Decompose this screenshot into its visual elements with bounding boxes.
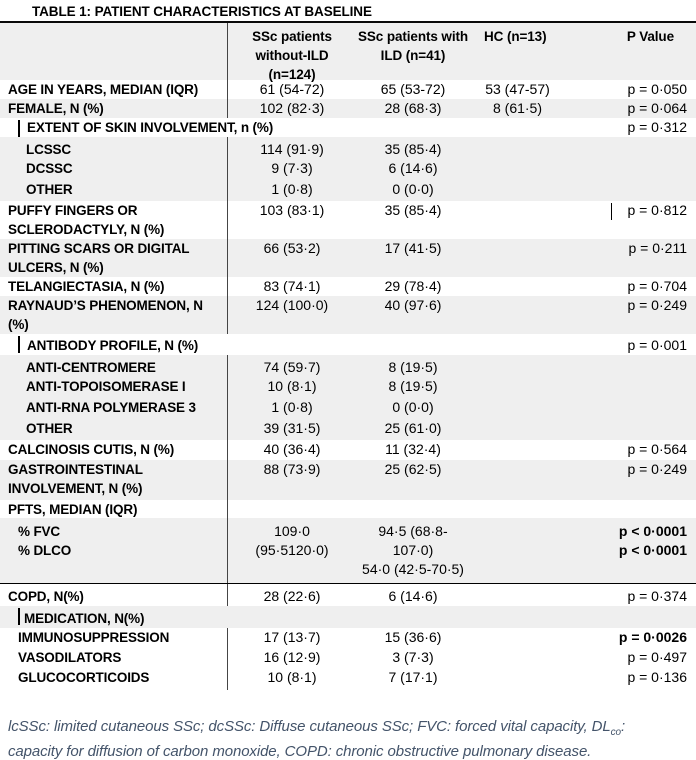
value-ssc-without-ild	[228, 80, 356, 99]
value-hc	[470, 140, 565, 159]
p-value	[565, 440, 696, 460]
row-label	[0, 159, 228, 180]
table-row-other-skin	[0, 180, 696, 201]
table-footnote	[0, 718, 696, 760]
subsection-left-border	[18, 120, 20, 137]
p-value	[565, 180, 696, 201]
row-label-line: COPD, N(%)	[8, 589, 84, 604]
p-value-line: p = 0·001	[627, 337, 687, 353]
value-ssc-with-ild	[356, 398, 470, 419]
row-label-line: FEMALE, N (%)	[8, 101, 104, 116]
value-ssc-without-ild-line: 66 (53·2)	[263, 240, 321, 256]
value-ssc-without-ild-line: 61 (54-72)	[259, 81, 325, 97]
table-row-calcinosis-cutis	[0, 440, 696, 460]
p-value-line: p = 0·497	[627, 649, 687, 665]
subsection-left-border	[18, 336, 20, 353]
value-ssc-without-ild-line: 9 (7·3)	[271, 160, 313, 176]
row-label	[0, 140, 228, 159]
table-header-row	[0, 23, 696, 80]
subsection-left-border	[18, 608, 20, 625]
table-row-pft-values	[0, 518, 696, 583]
p-value-line: p = 0·136	[627, 669, 687, 685]
value-ssc-with-ild	[356, 628, 470, 648]
header-line: without-ILD	[255, 48, 329, 63]
table-row-anti-topoisomerase	[0, 377, 696, 398]
table-row-raynauds-phenomenon	[0, 296, 696, 334]
header-col-ssc-without-ild	[228, 27, 356, 84]
column-divider	[227, 355, 228, 377]
header-line: SSc patients with	[357, 29, 469, 44]
footnote-line-2: capacity for diffusion of carbon monoxide, COPD: chronic obstructive pulmonary disease.	[8, 742, 592, 760]
column-divider	[227, 668, 228, 690]
p-value	[565, 140, 696, 159]
row-label	[0, 296, 228, 334]
value-ssc-with-ild-line: 35 (85·4)	[384, 141, 442, 157]
value-hc	[470, 587, 565, 606]
value-hc	[470, 99, 565, 118]
column-divider	[227, 460, 228, 500]
row-label-line: % DLCO	[18, 543, 72, 558]
p-value-line: p = 0·812	[627, 202, 687, 218]
value-hc	[470, 668, 565, 690]
header-col-ssc-with-ild	[356, 27, 470, 84]
row-label	[0, 648, 228, 668]
p-value	[565, 358, 696, 377]
value-ssc-with-ild	[356, 358, 470, 377]
value-ssc-with-ild-line: 28 (68·3)	[384, 100, 442, 116]
table-body	[0, 80, 696, 690]
row-label	[0, 118, 565, 137]
p-value	[565, 159, 696, 180]
value-hc	[470, 239, 565, 277]
value-hc	[470, 460, 565, 500]
value-ssc-without-ild	[228, 180, 356, 201]
p-value	[565, 587, 696, 606]
value-ssc-with-ild-line: 25 (62·5)	[384, 461, 442, 477]
row-label	[0, 668, 228, 690]
row-label-line: (%)	[8, 317, 29, 332]
value-hc-line: 53 (47-57)	[485, 81, 550, 97]
value-ssc-with-ild	[356, 460, 470, 500]
value-ssc-with-ild-line: 25 (61·0)	[384, 420, 442, 436]
value-ssc-without-ild-line: (95·5120·0)	[255, 542, 329, 558]
value-ssc-with-ild	[356, 277, 470, 296]
p-value-line: p = 0·249	[627, 461, 687, 477]
row-label-line: ULCERS, N (%)	[8, 260, 104, 275]
row-label	[0, 522, 228, 583]
column-divider	[227, 159, 228, 180]
p-value	[565, 398, 696, 419]
column-divider	[227, 99, 228, 118]
value-ssc-without-ild-line: 1 (0·8)	[271, 399, 313, 415]
value-ssc-with-ild	[356, 239, 470, 277]
row-label-line: IMMUNOSUPPRESSION	[18, 630, 170, 645]
row-label-line: PFTS, MEDIAN (IQR)	[8, 502, 138, 517]
column-divider	[227, 23, 228, 80]
value-ssc-with-ild-line: 6 (14·6)	[388, 160, 438, 176]
row-label-line: MEDICATION, N(%)	[24, 611, 145, 626]
row-label-line: SCLERODACTYLY, N (%)	[8, 222, 165, 237]
value-ssc-without-ild	[228, 460, 356, 500]
value-ssc-without-ild	[228, 358, 356, 377]
table-row-other-antibody	[0, 419, 696, 440]
table-row-dcssc	[0, 159, 696, 180]
value-ssc-with-ild-line: 54·0 (42·5-70·5)	[362, 561, 464, 577]
value-ssc-with-ild	[356, 201, 470, 239]
p-value	[565, 500, 696, 519]
row-label	[0, 419, 228, 440]
row-label	[0, 500, 228, 519]
value-hc	[470, 440, 565, 460]
stray-cell-border	[611, 203, 612, 220]
row-label-line: ANTIBODY PROFILE, N (%)	[27, 338, 199, 353]
row-label	[0, 377, 228, 398]
value-ssc-with-ild	[356, 522, 470, 583]
row-label	[0, 180, 228, 201]
table-row-medication	[0, 606, 696, 628]
p-value	[565, 201, 696, 239]
value-hc	[470, 201, 565, 239]
row-label	[0, 440, 228, 460]
row-label-line: % FVC	[18, 524, 61, 539]
row-label-line: GLUCOCORTICOIDS	[18, 670, 150, 685]
value-ssc-without-ild	[228, 500, 356, 519]
row-label	[0, 336, 565, 355]
table-row-puffy-fingers	[0, 201, 696, 239]
row-label-line: GASTROINTESTINAL	[8, 462, 143, 477]
value-ssc-with-ild	[356, 99, 470, 118]
column-divider	[227, 398, 228, 419]
value-ssc-with-ild-line: 40 (97·6)	[384, 297, 442, 313]
column-divider	[227, 137, 228, 159]
value-ssc-with-ild	[356, 668, 470, 690]
value-ssc-with-ild-line: 17 (41·5)	[384, 240, 442, 256]
table-row-female	[0, 99, 696, 118]
value-hc	[470, 522, 565, 583]
value-hc	[470, 628, 565, 648]
row-label-line: EXTENT OF SKIN INVOLVEMENT, n (%)	[27, 120, 274, 135]
p-value	[565, 277, 696, 296]
value-ssc-without-ild-line: 124 (100·0)	[255, 297, 329, 313]
value-ssc-without-ild-line: 1 (0·8)	[271, 181, 313, 197]
value-ssc-without-ild	[228, 628, 356, 648]
table-row-vasodilators	[0, 648, 696, 668]
row-label-line: INVOLVEMENT, N (%)	[8, 481, 143, 496]
footnote-text: lcSSc: limited cutaneous SSc; dcSSc: Diffuse cutaneous SSc; FVC: forced vital capacity, DL	[8, 718, 611, 735]
table-row-glucocorticoids	[0, 668, 696, 690]
p-value	[565, 648, 696, 668]
p-value	[565, 460, 696, 500]
p-value	[565, 239, 696, 277]
row-label	[0, 277, 228, 296]
row-label-line: RAYNAUD’S PHENOMENON, N	[8, 298, 203, 313]
row-label-line: ANTI-CENTROMERE	[26, 360, 156, 375]
p-value-line: p < 0·0001	[618, 542, 687, 558]
value-ssc-with-ild-line: 0 (0·0)	[392, 181, 434, 197]
table-row-gastrointestinal	[0, 460, 696, 500]
value-ssc-with-ild	[356, 377, 470, 398]
footnote-line-1	[8, 718, 696, 743]
p-value-line: p = 0·704	[627, 278, 687, 294]
p-value	[565, 118, 696, 137]
value-ssc-with-ild	[356, 587, 470, 606]
value-hc	[470, 500, 565, 519]
column-divider	[227, 500, 228, 518]
table-row-immunosuppression	[0, 628, 696, 648]
table-row-age	[0, 80, 696, 99]
value-ssc-with-ild	[356, 180, 470, 201]
column-divider	[227, 518, 228, 583]
value-ssc-without-ild	[228, 296, 356, 334]
value-ssc-without-ild	[228, 398, 356, 419]
value-ssc-without-ild-line: 39 (31·5)	[263, 420, 321, 436]
value-ssc-without-ild-line: 28 (22·6)	[263, 588, 321, 604]
row-label-line: TELANGIECTASIA, N (%)	[8, 279, 165, 294]
row-label	[0, 609, 565, 628]
value-ssc-without-ild-line: 102 (82·3)	[259, 100, 325, 116]
value-ssc-with-ild-line: 35 (85·4)	[384, 202, 442, 218]
value-ssc-without-ild	[228, 99, 356, 118]
p-value-line: p = 0·211	[628, 240, 687, 256]
value-ssc-without-ild-line: 10 (8·1)	[267, 669, 317, 685]
header-line: (n=124)	[268, 67, 316, 82]
column-divider	[227, 419, 228, 440]
column-divider	[227, 80, 228, 99]
value-hc	[470, 419, 565, 440]
table-row-copd	[0, 583, 696, 606]
value-ssc-without-ild	[228, 668, 356, 690]
table-row-pfts	[0, 500, 696, 518]
value-ssc-with-ild-line: 94·5 (68·8-	[378, 523, 448, 539]
value-ssc-with-ild-line: 0 (0·0)	[392, 399, 434, 415]
value-ssc-without-ild-line: 17 (13·7)	[263, 629, 321, 645]
value-ssc-without-ild	[228, 239, 356, 277]
column-divider	[227, 584, 228, 606]
p-value	[565, 296, 696, 334]
value-ssc-without-ild	[228, 377, 356, 398]
header-empty-cell	[0, 27, 228, 84]
row-label-line: LCSSC	[26, 142, 72, 157]
value-ssc-without-ild-line: 88 (73·9)	[263, 461, 321, 477]
value-ssc-without-ild-line: 16 (12·9)	[263, 649, 321, 665]
value-hc	[470, 296, 565, 334]
column-divider	[227, 377, 228, 398]
value-ssc-with-ild	[356, 296, 470, 334]
value-ssc-without-ild	[228, 419, 356, 440]
value-ssc-with-ild-line: 107·0)	[392, 542, 434, 558]
value-ssc-with-ild-line: 8 (19·5)	[388, 378, 438, 394]
value-ssc-without-ild-line: 109·0	[274, 523, 310, 539]
row-label-line: AGE IN YEARS, MEDIAN (IQR)	[8, 82, 199, 97]
row-label	[0, 460, 228, 500]
row-label-line: ANTI-RNA POLYMERASE 3	[26, 400, 196, 415]
value-ssc-with-ild	[356, 440, 470, 460]
value-ssc-with-ild-line: 3 (7·3)	[392, 649, 434, 665]
p-value	[565, 668, 696, 690]
value-ssc-without-ild	[228, 522, 356, 583]
value-ssc-without-ild	[228, 277, 356, 296]
row-label	[0, 201, 228, 239]
p-value-line: p < 0·0001	[618, 523, 687, 539]
value-ssc-with-ild	[356, 648, 470, 668]
value-ssc-with-ild-line: 65 (53-72)	[380, 81, 446, 97]
p-value	[565, 99, 696, 118]
column-divider	[227, 201, 228, 239]
footnote-subscript: co	[610, 727, 622, 738]
value-ssc-without-ild	[228, 159, 356, 180]
value-ssc-with-ild	[356, 419, 470, 440]
value-ssc-with-ild-line: 7 (17·1)	[388, 669, 438, 685]
value-ssc-without-ild	[228, 587, 356, 606]
value-ssc-without-ild-line: 114 (91·9)	[260, 141, 324, 157]
value-ssc-with-ild	[356, 140, 470, 159]
value-ssc-without-ild	[228, 440, 356, 460]
header-col-hc: HC (n=13)	[484, 29, 547, 44]
column-divider	[227, 296, 228, 334]
value-ssc-without-ild-line: 40 (36·4)	[263, 441, 321, 457]
value-ssc-without-ild	[228, 648, 356, 668]
value-hc-line: 8 (61·5)	[492, 100, 543, 116]
p-value	[565, 80, 696, 99]
value-ssc-without-ild	[228, 201, 356, 239]
p-value-line: p = 0·564	[627, 441, 687, 457]
table-row-lcssc	[0, 137, 696, 159]
patient-characteristics-table	[0, 21, 696, 690]
row-label	[0, 80, 228, 99]
column-divider	[227, 648, 228, 668]
column-divider	[227, 180, 228, 201]
column-divider	[227, 628, 228, 648]
row-label	[0, 358, 228, 377]
footnote-text: :	[621, 718, 626, 735]
p-value-line: p = 0·050	[627, 81, 687, 97]
row-label-line: OTHER	[26, 182, 73, 197]
p-value	[565, 419, 696, 440]
value-ssc-with-ild	[356, 500, 470, 519]
row-label-line: ANTI-TOPOISOMERASE I	[26, 379, 186, 394]
column-divider	[227, 277, 228, 296]
header-line: ILD (n=41)	[380, 48, 446, 63]
table-row-antibody-profile	[0, 334, 696, 355]
table-title: TABLE 1: PATIENT CHARACTERISTICS AT BASELINE	[32, 4, 372, 19]
p-value	[565, 628, 696, 648]
p-value	[565, 609, 696, 628]
row-label-line: PUFFY FINGERS OR	[8, 203, 138, 218]
value-ssc-with-ild-line: 6 (14·6)	[388, 588, 438, 604]
value-ssc-with-ild	[356, 159, 470, 180]
table-row-anti-rna-polymerase	[0, 398, 696, 419]
row-label	[0, 628, 228, 648]
p-value-line: p = 0·0026	[618, 629, 687, 645]
row-label-line: CALCINOSIS CUTIS, N (%)	[8, 442, 175, 457]
header-line: SSc patients	[252, 29, 332, 44]
table-row-telangiectasia	[0, 277, 696, 296]
value-hc	[470, 358, 565, 377]
value-hc	[470, 398, 565, 419]
column-divider	[227, 239, 228, 277]
table-row-anti-centromere	[0, 355, 696, 377]
row-label	[0, 239, 228, 277]
p-value	[565, 336, 696, 355]
value-hc	[470, 277, 565, 296]
value-hc	[470, 377, 565, 398]
row-label-line: OTHER	[26, 421, 73, 436]
header-col-p-value: P Value	[626, 29, 674, 44]
value-ssc-without-ild-line: 83 (74·1)	[263, 278, 321, 294]
table-row-extent-of-skin-involvement	[0, 118, 696, 137]
row-label-line: VASODILATORS	[18, 650, 122, 665]
value-hc	[470, 80, 565, 99]
value-ssc-with-ild-line: 8 (19·5)	[388, 359, 438, 375]
table-row-pitting-scars	[0, 239, 696, 277]
row-label	[0, 587, 228, 606]
p-value-line: p = 0·064	[627, 100, 687, 116]
p-value	[565, 377, 696, 398]
value-ssc-without-ild-line: 74 (59·7)	[263, 359, 321, 375]
p-value	[565, 522, 696, 583]
p-value-line: p = 0·312	[627, 119, 687, 135]
value-ssc-without-ild-line: 103 (83·1)	[259, 202, 325, 218]
column-divider	[227, 440, 228, 460]
value-hc	[470, 648, 565, 668]
value-ssc-with-ild	[356, 80, 470, 99]
p-value-line: p = 0·374	[627, 588, 687, 604]
value-ssc-without-ild-line: 10 (8·1)	[267, 378, 317, 394]
row-label-line: DCSSC	[26, 161, 73, 176]
p-value-line: p = 0·249	[627, 297, 687, 313]
value-ssc-with-ild-line: 29 (78·4)	[384, 278, 442, 294]
row-label	[0, 398, 228, 419]
value-hc	[470, 180, 565, 201]
row-label-line: PITTING SCARS OR DIGITAL	[8, 241, 190, 256]
value-ssc-with-ild-line: 15 (36·6)	[384, 629, 442, 645]
value-ssc-without-ild	[228, 140, 356, 159]
value-hc	[470, 159, 565, 180]
row-label	[0, 99, 228, 118]
value-ssc-with-ild-line: 11 (32·4)	[385, 441, 441, 457]
